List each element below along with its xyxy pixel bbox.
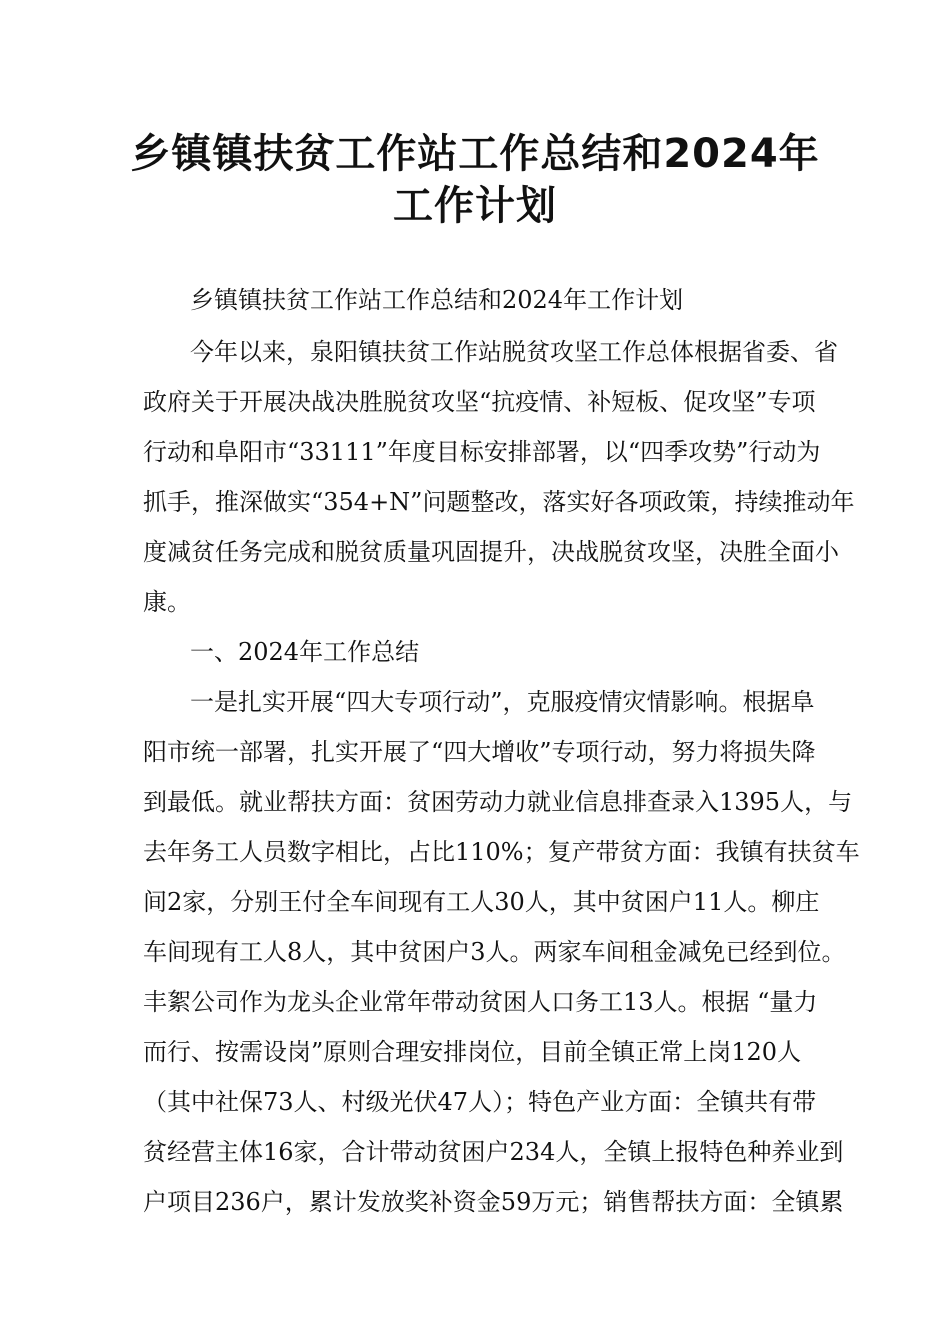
paragraph-line: 户项目236户，累计发放奖补资金59万元；销售帮扶方面：全镇累 xyxy=(143,1188,844,1216)
paragraph-line: 而行、按需设岗”原则合理安排岗位，目前全镇正常上岗120人 xyxy=(143,1038,802,1066)
paragraph-line: 今年以来，泉阳镇扶贫工作站脱贫攻坚工作总体根据省委、省 xyxy=(190,338,838,366)
paragraph-line: 政府关于开展决战决胜脱贫攻坚“抗疫情、补短板、促攻坚”专项 xyxy=(143,388,816,416)
paragraph-line: 阳市统一部署，扎实开展了“四大增收”专项行动，努力将损失降 xyxy=(143,738,816,766)
subtitle-line: 乡镇镇扶贫工作站工作总结和2024年工作计划 xyxy=(190,286,684,314)
paragraph-line: 一是扎实开展“四大专项行动”，克服疫情灾情影响。根据阜 xyxy=(190,688,815,716)
section-heading: 一、2024年工作总结 xyxy=(190,638,420,666)
paragraph-line: 间2家，分别王付全车间现有工人30人，其中贫困户11人。柳庄 xyxy=(143,888,820,916)
paragraph-line: 车间现有工人8人，其中贫困户3人。两家车间租金减免已经到位。 xyxy=(143,938,846,966)
paragraph-line: 抓手，推深做实“354+N”问题整改，落实好各项政策，持续推动年 xyxy=(143,488,855,516)
document-title-line-1: 乡镇镇扶贫工作站工作总结和2024年 xyxy=(130,131,820,177)
paragraph-line: 去年务工人员数字相比，占比110%；复产带贫方面：我镇有扶贫车 xyxy=(143,838,860,866)
paragraph-line: 行动和阜阳市“33111”年度目标安排部署，以“四季攻势”行动为 xyxy=(143,438,821,466)
paragraph-line: （其中社保73人、村级光伏47人）；特色产业方面：全镇共有带 xyxy=(143,1088,817,1116)
document-title-line-2: 工作计划 xyxy=(393,183,557,229)
paragraph-line: 贫经营主体16家，合计带动贫困户234人，全镇上报特色种养业到 xyxy=(143,1138,844,1166)
paragraph-line: 度减贫任务完成和脱贫质量巩固提升，决战脱贫攻坚，决胜全面小 xyxy=(143,538,839,566)
paragraph-line: 丰絮公司作为龙头企业常年带动贫困人口务工13人。根据 “量力 xyxy=(143,988,818,1016)
paragraph-line: 到最低。就业帮扶方面：贫困劳动力就业信息排查录入1395人，与 xyxy=(143,788,853,816)
paragraph-line: 康。 xyxy=(143,588,191,616)
